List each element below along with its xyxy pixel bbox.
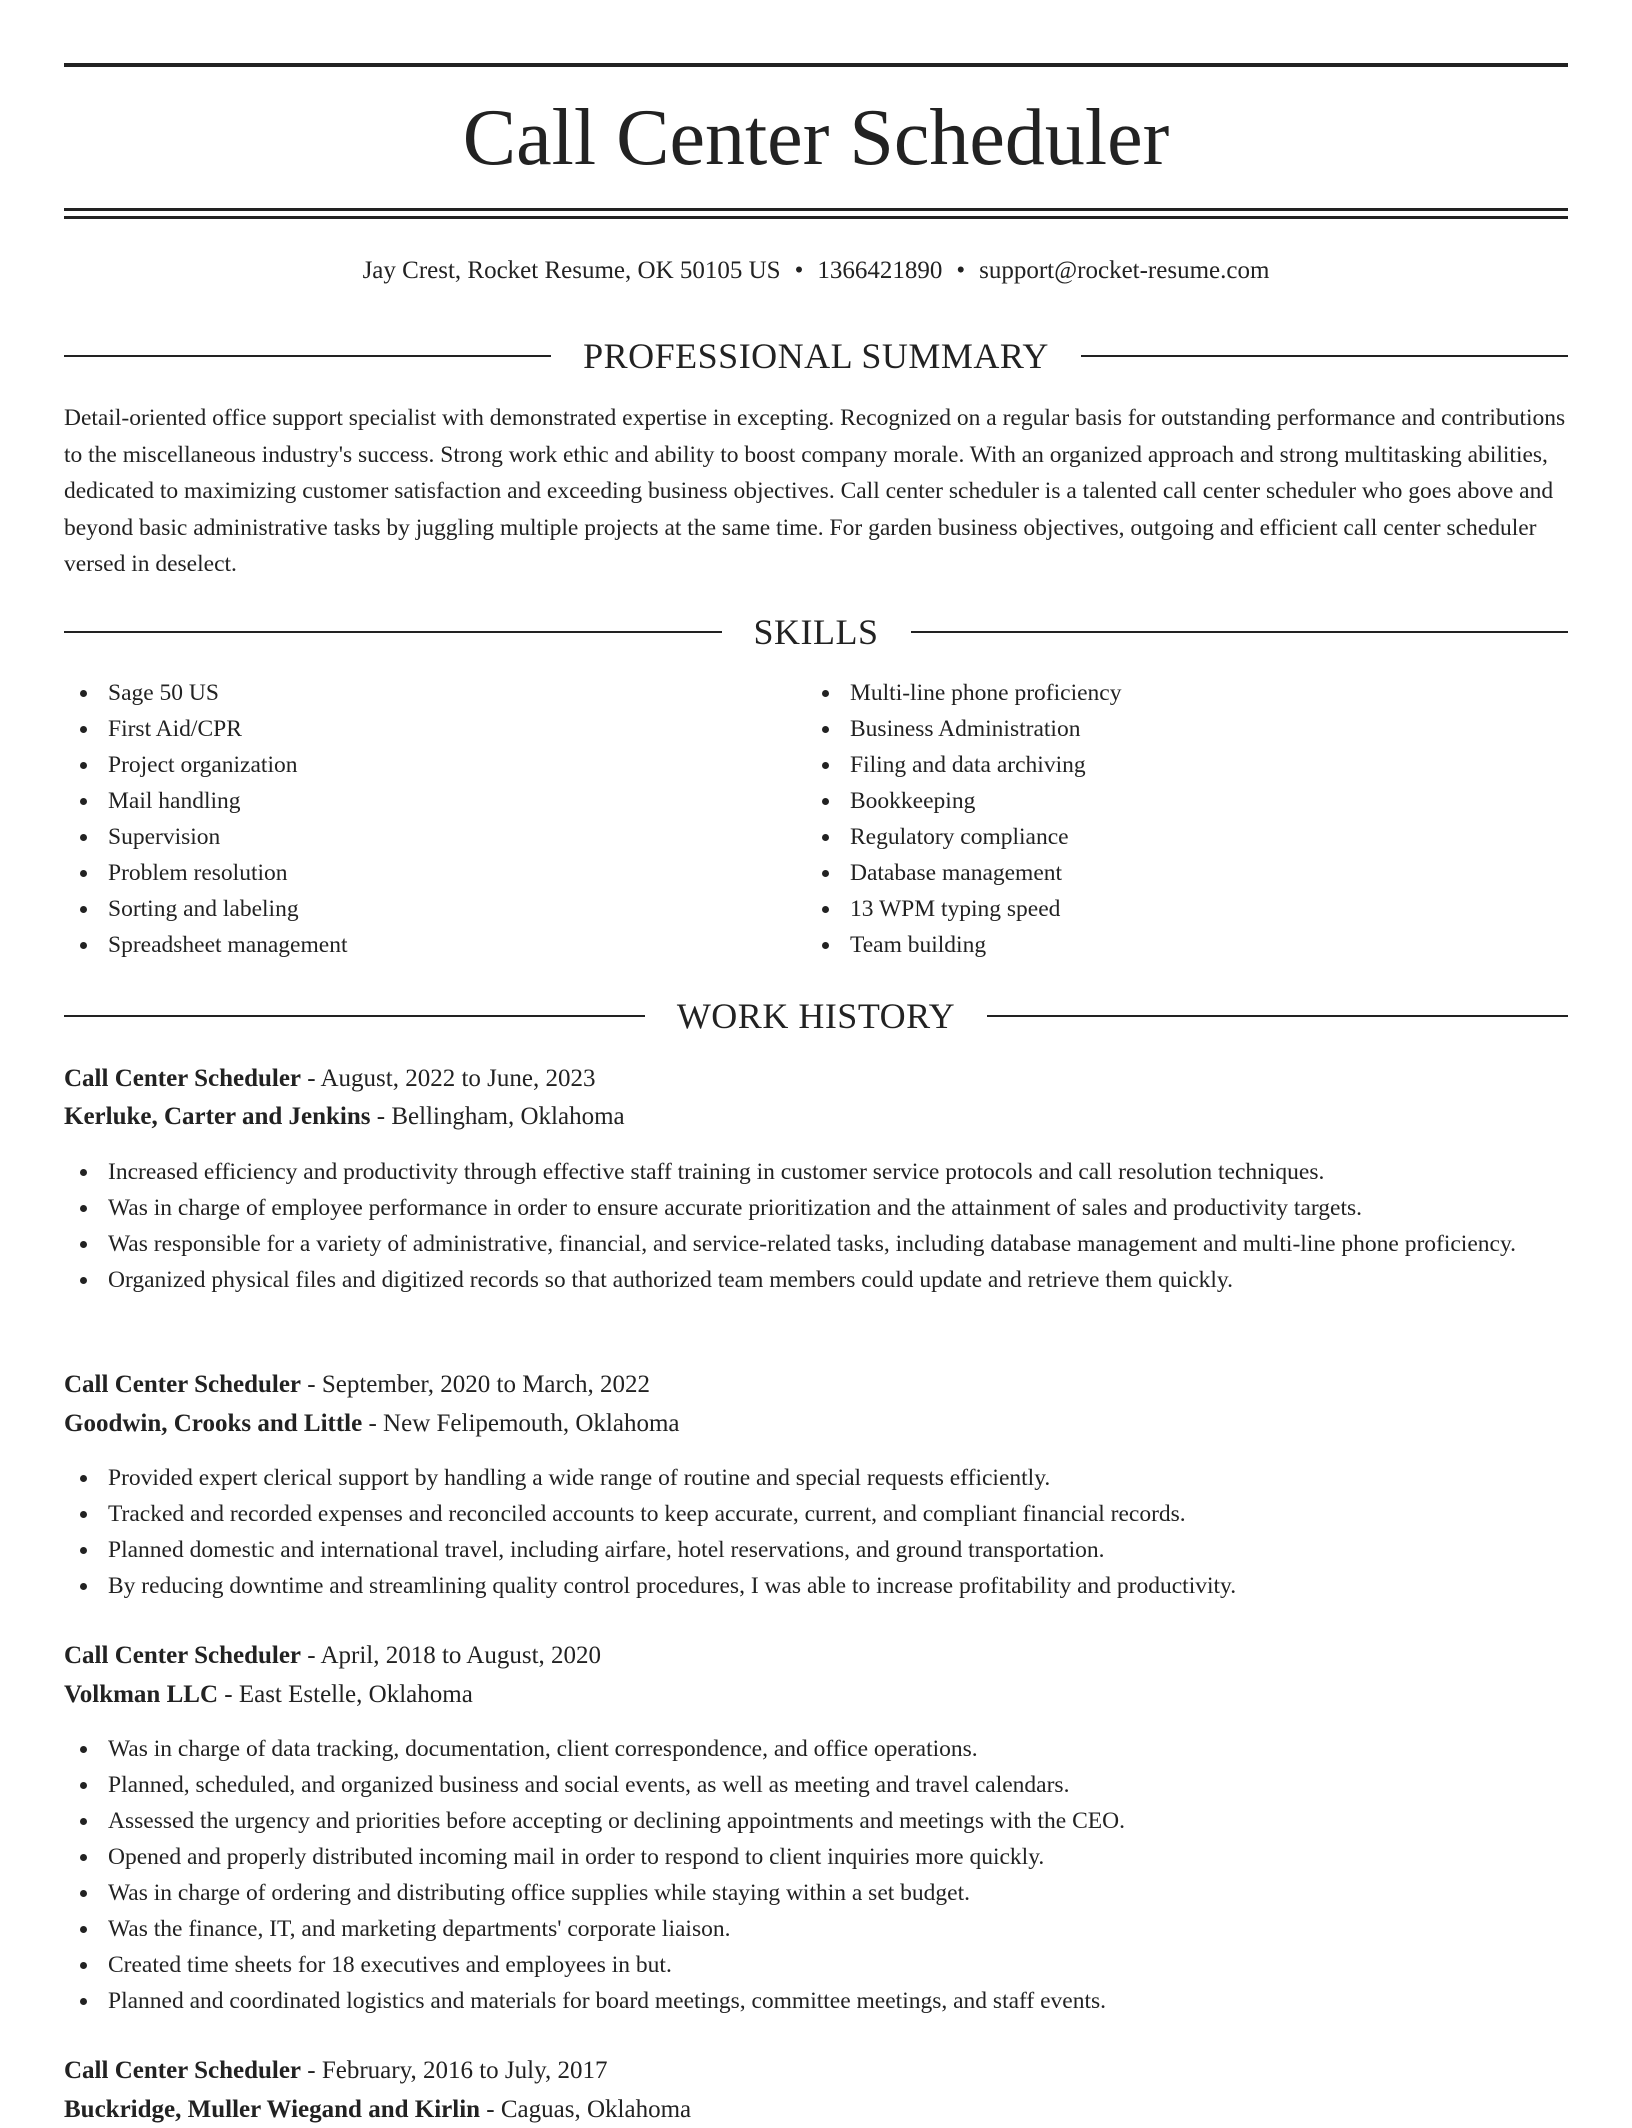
job-bullets <box>64 1460 1568 1604</box>
job-duty-item: Assessed the urgency and priorities before accepting or declining appointments and meetings with the CEO. <box>64 1803 1568 1839</box>
job-duty-item: Planned, scheduled, and organized business and social events, as well as meeting and travel calendars. <box>64 1767 1568 1803</box>
job-title-line <box>64 1638 1568 1674</box>
skills-column-right <box>806 675 1506 963</box>
job-duty-item: By reducing downtime and streamlining quality control procedures, I was able to increase profitability and productivity. <box>64 1568 1568 1604</box>
job-dates: - September, 2020 to March, 2022 <box>301 1371 650 1398</box>
summary-paragraph: Detail-oriented office support specialist with demonstrated expertise in excepting. Recognized on a regular basis for outstanding performance and contributions to the miscellaneous industry's success. Strong work ethic and ability to boost company morale. With an organized approach and strong multitasking abilities, dedicated to maximizing customer satisfaction and exceeding business objectives. Call center scheduler is a talented call center scheduler who goes above and beyond basic administrative tasks by juggling multiple projects at the same time. For garden business objectives, outgoing and efficient call center scheduler versed in deselect. <box>64 405 1566 577</box>
skill-item: Sage 50 US <box>64 675 764 711</box>
job-location: - Bellingham, Oklahoma <box>370 1103 625 1130</box>
job-company-line <box>64 1406 1568 1442</box>
job-title: Call Center Scheduler <box>64 1371 302 1398</box>
work-history-section-heading <box>64 994 1568 1038</box>
job-location: - East Estelle, Oklahoma <box>218 1681 473 1708</box>
work-history-heading-text: WORK HISTORY <box>676 996 956 1036</box>
job-duty-item: Was responsible for a variety of administrative, financial, and service-related tasks, including database management and multi-line phone proficiency. <box>64 1226 1568 1262</box>
skill-item: Sorting and labeling <box>64 891 764 927</box>
job-duty-item: Was in charge of data tracking, documentation, client correspondence, and office operations. <box>64 1731 1568 1767</box>
job-bullets <box>64 1731 1568 2019</box>
skill-item: First Aid/CPR <box>64 711 764 747</box>
job-duty-item: Opened and properly distributed incoming mail in order to respond to client inquiries more quickly. <box>64 1839 1568 1875</box>
skill-item: Business Administration <box>806 711 1506 747</box>
contact-separator: • <box>794 257 804 284</box>
job-company: Kerluke, Carter and Jenkins <box>64 1103 371 1130</box>
job-company: Buckridge, Muller Wiegand and Kirlin <box>64 2096 481 2123</box>
job-duty-item: Provided expert clerical support by handling a wide range of routine and special requests efficiently. <box>64 1460 1568 1496</box>
skills-column-left <box>64 675 764 963</box>
job-location: - Caguas, Oklahoma <box>480 2096 692 2123</box>
skill-item: Bookkeeping <box>806 783 1506 819</box>
summary-heading-text: PROFESSIONAL SUMMARY <box>583 336 1049 376</box>
skill-item: Filing and data archiving <box>806 747 1506 783</box>
job-duties-list <box>64 1460 1568 1604</box>
job-duty-item: Was in charge of employee performance in order to ensure accurate prioritization and the attainment of sales and productivity targets. <box>64 1190 1568 1226</box>
skill-item: Regulatory compliance <box>806 819 1506 855</box>
summary-section-heading <box>64 334 1568 378</box>
job-company-line <box>64 2092 1568 2128</box>
job-dates: - August, 2022 to June, 2023 <box>301 1065 596 1092</box>
contact-address: Jay Crest, Rocket Resume, OK 50105 US <box>362 257 781 284</box>
job-company-line <box>64 1099 1568 1135</box>
skills-list-right <box>806 675 1506 963</box>
skill-item: Spreadsheet management <box>64 927 764 963</box>
skill-item: Database management <box>806 855 1506 891</box>
skill-item: 13 WPM typing speed <box>806 891 1506 927</box>
skills-list-left <box>64 675 764 963</box>
job-duty-item: Created time sheets for 18 executives and employees in but. <box>64 1947 1568 1983</box>
job-title: Call Center Scheduler <box>64 2057 302 2084</box>
heading-rule-right <box>987 1015 1568 1017</box>
heading-rule-left <box>64 355 551 357</box>
job-title: Call Center Scheduler <box>64 1065 302 1092</box>
job-duty-item: Planned domestic and international travel, including airfare, hotel reservations, and ground transportation. <box>64 1532 1568 1568</box>
contact-line <box>64 253 1568 289</box>
skill-item: Project organization <box>64 747 764 783</box>
heading-rule-right <box>911 631 1569 633</box>
job-duty-item: Planned and coordinated logistics and materials for board meetings, committee meetings, and staff events. <box>64 1983 1568 2019</box>
header-top-rule <box>64 63 1568 67</box>
job-duties-list <box>64 1154 1568 1298</box>
job-company-line <box>64 1677 1568 1713</box>
contact-email: support@rocket-resume.com <box>979 257 1270 284</box>
skills-section-heading <box>64 610 1568 654</box>
job-duty-item: Tracked and recorded expenses and reconciled accounts to keep accurate, current, and compliant financial records. <box>64 1496 1568 1532</box>
job-title: Call Center Scheduler <box>64 1642 302 1669</box>
job-title-line <box>64 1367 1568 1403</box>
header-double-rule-upper <box>64 208 1568 211</box>
heading-rule-right <box>1081 355 1568 357</box>
header-double-rule-lower <box>64 216 1568 219</box>
job-duty-item: Was in charge of ordering and distributing office supplies while staying within a set budget. <box>64 1875 1568 1911</box>
contact-phone: 1366421890 <box>817 257 943 284</box>
skill-item: Multi-line phone proficiency <box>806 675 1506 711</box>
job-duty-item: Was the finance, IT, and marketing departments' corporate liaison. <box>64 1911 1568 1947</box>
job-location: - New Felipemouth, Oklahoma <box>362 1410 680 1437</box>
heading-rule-left <box>64 1015 645 1017</box>
skill-item: Problem resolution <box>64 855 764 891</box>
skill-item: Team building <box>806 927 1506 963</box>
skill-item: Supervision <box>64 819 764 855</box>
job-company: Volkman LLC <box>64 1681 218 1708</box>
job-title-line <box>64 1061 1568 1097</box>
job-title-line <box>64 2053 1568 2089</box>
job-bullets <box>64 1154 1568 1298</box>
job-dates: - February, 2016 to July, 2017 <box>301 2057 608 2084</box>
job-company: Goodwin, Crooks and Little <box>64 1410 363 1437</box>
job-dates: - April, 2018 to August, 2020 <box>301 1642 602 1669</box>
job-duty-item: Organized physical files and digitized records so that authorized team members could update and retrieve them quickly. <box>64 1262 1568 1298</box>
heading-rule-left <box>64 631 722 633</box>
skills-heading-text: SKILLS <box>753 612 879 652</box>
job-duties-list <box>64 1731 1568 2019</box>
resume-name-heading: Call Center Scheduler <box>462 94 1170 182</box>
job-duty-item: Increased efficiency and productivity through effective staff training in customer service protocols and call resolution techniques. <box>64 1154 1568 1190</box>
contact-separator: • <box>956 257 966 284</box>
skill-item: Mail handling <box>64 783 764 819</box>
